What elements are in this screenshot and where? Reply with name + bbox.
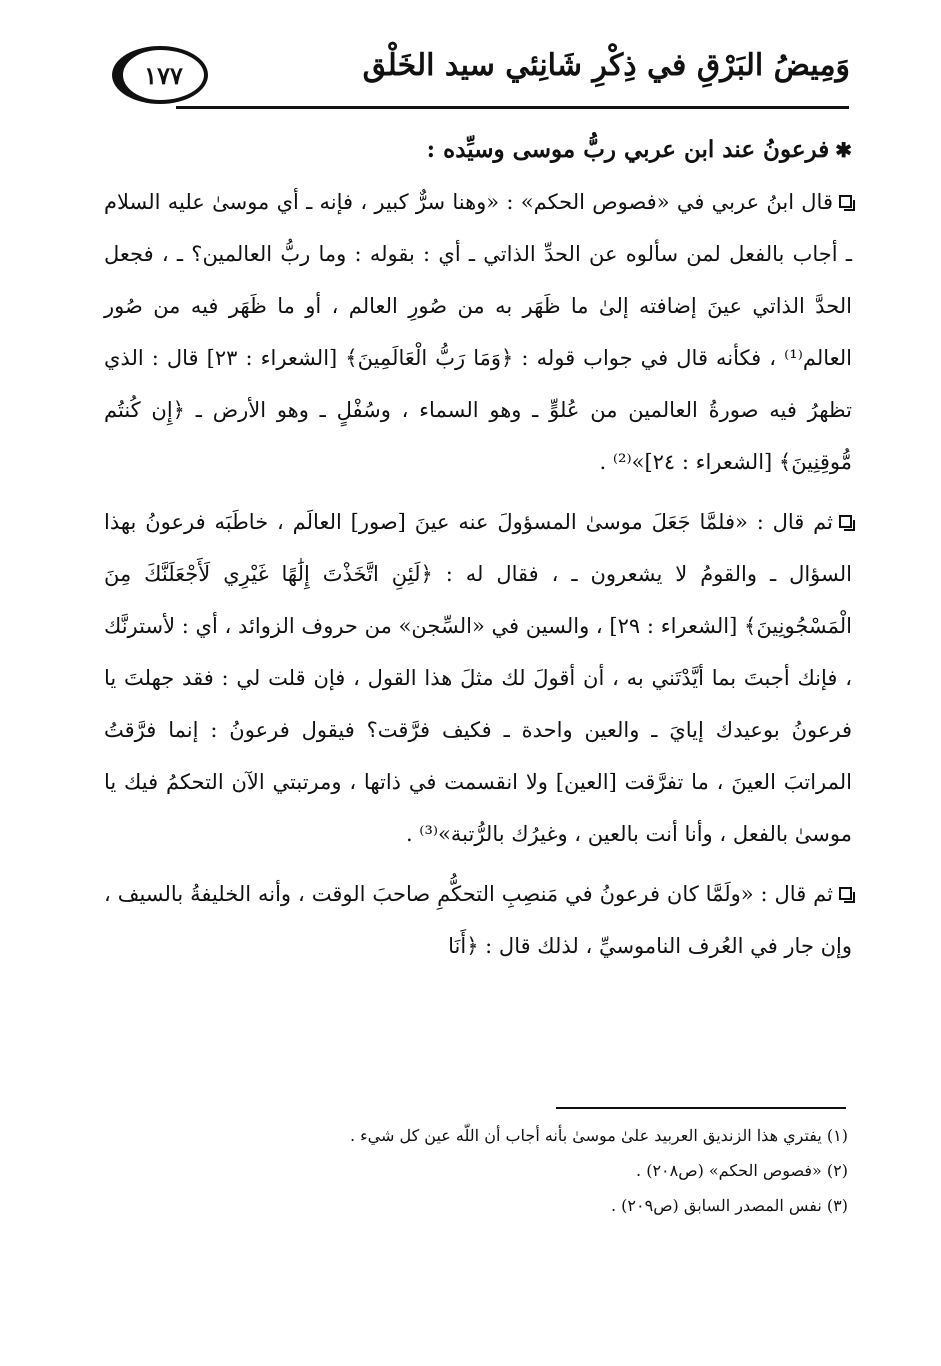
- paragraph: [104, 176, 852, 488]
- running-header: [112, 42, 850, 108]
- footnote: (٢) «فصوص الحكم» (ص٢٠٨) .: [636, 1161, 848, 1180]
- paragraph: [104, 868, 852, 972]
- paragraph-mark-icon: [839, 195, 852, 208]
- paragraph-mark-icon: [839, 515, 852, 528]
- paragraph-text: ثم قال : «فلمَّا جَعَلَ موسىٰ المسؤولَ عنه عينَ [صور] العالَم ، خاطَبَه فرعونُ بهذا السؤال ـ والقومُ لا يشعرون ـ ، فقال له : ﴿لَئِنِ اتَّخَذْتَ إِلَٰهًا غَيْرِي لَأَجْعَلَنَّكَ مِنَ الْمَسْجُونِينَ﴾ [الشعراء : ٢٩] ، والسين في «السِّجن» من حروف الزوائد ، أي : لأسترنَّك ، فإنك أجبتَ بما أيَّدْتَني به ، أن أقولَ لك مثلَ هذا القول ، فإن قلت لي : فقد جهلتَ يا فرعونُ بوعيدك إيايَ ـ والعين واحدة ـ فكيف فرَّقت؟ فيقول فرعونُ : إنما فرَّقتُ المراتبَ العينَ ، ما تفرَّقت [العين] ولا انقسمت في ذاتها ، ومرتبتي الآن التحكمُ فيك يا موسىٰ بالفعل ، وأنا أنت بالعين ، وغيرُك بالرُّتبة»⁽³⁾ .: [104, 510, 852, 846]
- header-rule: [176, 106, 849, 109]
- paragraph-mark-icon: [839, 887, 852, 900]
- footnotes: [104, 1118, 848, 1223]
- section-heading-text: فرعونُ عند ابن عربي ربُّ موسى وسيِّده :: [426, 136, 830, 163]
- section-heading: [104, 124, 852, 176]
- paragraph-text: ثم قال : «ولَمَّا كان فرعونُ في مَنصِبِ التحكُّمِ صاحبَ الوقت ، وأنه الخليفةُ بالسيف ، وإن جار في العُرف الناموسيِّ ، لذلك قال : ﴿أَنَا: [104, 882, 852, 958]
- page-number-badge: [112, 46, 208, 104]
- book-title: وَمِيضُ البَرْقِ في ذِكْرِ شَانِئي سيد الخَلْق: [362, 48, 850, 83]
- footnote: (٣) نفس المصدر السابق (ص٢٠٩) .: [611, 1196, 848, 1215]
- asterisk-icon: ✱: [835, 138, 852, 162]
- paragraph: [104, 496, 852, 860]
- footnote-rule: [556, 1107, 846, 1109]
- footnote: (١) يفتري هذا الزنديق العربيد علىٰ موسىٰ بأنه أجاب أن اللّه عين كل شيء .: [349, 1126, 848, 1145]
- main-text: [104, 124, 852, 980]
- paragraph-text: قال ابنُ عربي في «فصوص الحكم» : «وهنا سرٌّ كبير ، فإنه ـ أي موسىٰ عليه السلام ـ أجاب بالفعل لمن سألوه عن الحدِّ الذاتي ـ أي : بقوله : وما ربُّ العالمين؟ ـ ، فجعل الحدَّ الذاتي عينَ إضافته إلىٰ ما ظَهَر به من صُورِ العالم ، أو ما ظَهَر فيه من صُور العالم⁽¹⁾ ، فكأنه قال في جواب قوله : ﴿وَمَا رَبُّ الْعَالَمِينَ﴾ [الشعراء : ٢٣] قال : الذي تظهرُ فيه صورةُ العالمين من عُلوٍّ ـ وهو السماء ، وسُفْلٍ ـ وهو الأرض ـ ﴿إِن كُنتُم مُّوقِنِينَ﴾ [الشعراء : ٢٤]»⁽²⁾ .: [104, 190, 852, 474]
- page-number: ١٧٧: [144, 60, 183, 90]
